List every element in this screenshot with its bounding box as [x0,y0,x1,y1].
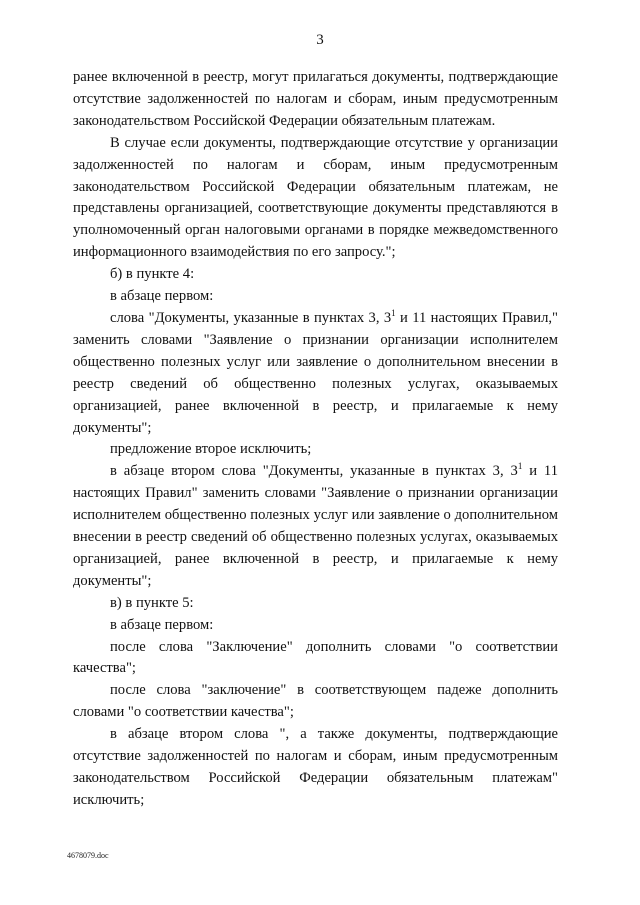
paragraph-add-quality-words: после слова "Заключение" дополнить словами "о соответствии качества"; [73,638,558,677]
document-body [73,67,558,812]
paragraph-add-quality-words-case: после слова "заключение" в соответствующем падеже дополнить словами "о соответствии качества"; [73,682,558,721]
paragraph-missing-documents: В случае если документы, подтверждающие отсутствие у организации задолженностей по налогам и сборам, иным предусмотренным законодательством Российской Федерации обязательным платежам, не представлены организацией, соответствующие документы представляются в уполномоченный орган налоговыми органами в порядке межведомственного информационного взаимодействия по его запросу."; [73,134,558,261]
paragraph-continuation: ранее включенной в реестр, могут прилагаться документы, подтверждающие отсутствие задолженностей по налогам и сборам, иным предусмотренным законодательством Российской Федерации обязательным платежам. [73,69,558,129]
paragraph-first-clause-heading: в абзаце первом: [110,288,214,305]
paragraph-replace-words-second [73,461,558,592]
page-number: 3 [316,32,324,48]
paragraph-replace-words-first [73,308,558,439]
text-fragment: и 11 настоящих Правил," заменить словами "Заявление о признании организации исполнителем общественно полезных услуг или заявление о дополнительном внесении в реестр сведений об общественно полезных услугах, оказываемых организацией, ранее включенной в реестр, и прилагаемые к нему документы"; [73,309,558,436]
footer-filename: 4678079.doc [67,851,109,860]
paragraph-delete-second-sentence: предложение второе исключить; [110,441,312,458]
text-fragment: и 11 настоящих Правил" заменить словами "Заявление о признании организации исполнителем общественно полезных услуг или заявление о дополнительном внесении в реестр сведений об общественно полезных услугах, оказываемых организацией, ранее включенной в реестр, и прилагаемые к нему документы"; [73,463,558,589]
paragraph-item-v-heading: в) в пункте 5: [110,594,194,611]
text-fragment: в абзаце втором слова "Документы, указанные в пунктах 3, 3 [110,463,518,480]
paragraph-exclude-words: в абзаце втором слова ", а также документы, подтверждающие отсутствие задолженностей по налогам и сборам, иным предусмотренным законодательством Российской Федерации обязательным платежам" исключить; [73,726,558,808]
superscript: 1 [517,461,523,472]
text-fragment: слова "Документы, указанные в пунктах 3, 3 [110,309,392,326]
paragraph-first-clause-heading-2: в абзаце первом: [110,616,214,633]
paragraph-item-b-heading: б) в пункте 4: [110,266,195,283]
superscript: 1 [391,307,396,318]
